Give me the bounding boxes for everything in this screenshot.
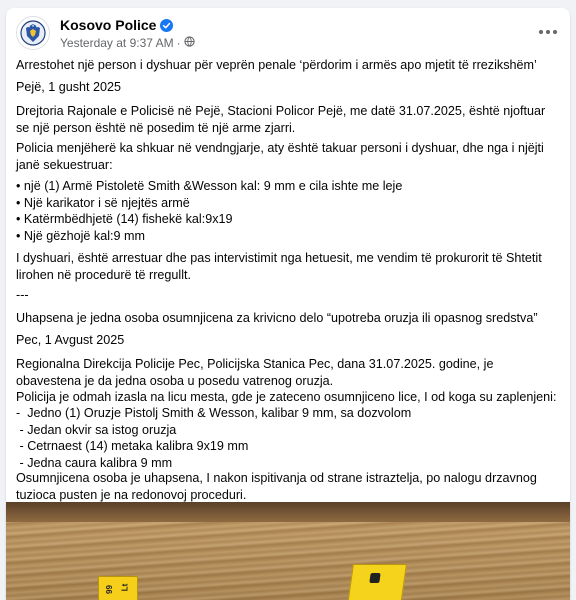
list-item: - Jedna caura kalibra 9 mm (16, 455, 173, 470)
evidence-marker (98, 576, 138, 600)
post-date-sq: Pejë, 1 gusht 2025 (16, 80, 122, 94)
post-action-sq: Policia menjëherë ka shkuar në vendngjarje, aty është takuar personi i dyshuar, dhe nga i njëjti janë sekuestruar: (16, 141, 544, 172)
post-intro-sq: Drejtoria Rajonale e Policisë në Pejë, Stacioni Policor Pejë, me datë 31.07.2025, është njoftuar se një person është në posedim të një arme zjarri. (16, 104, 546, 135)
list-item: - Jedno (1) Oruzje Pistolj Smith & Wesson, kalibar 9 mm, sa dozvolom (16, 406, 412, 420)
language-separator: --- (16, 288, 29, 302)
more-options-icon[interactable] (536, 20, 560, 44)
verified-badge-icon (160, 19, 173, 32)
kosovo-police-logo-icon (20, 20, 46, 46)
post-closing-sr: Osumnjicena osoba je uhapsena, I nakon ispitivanja od strane istraztelja, po nalogu drzavnog tuzioca pusten je na redonovoj proceduri. (16, 471, 537, 502)
list-item: • Një gëzhojë kal:9 mm (16, 228, 145, 243)
post-card (6, 8, 570, 600)
avatar[interactable] (16, 16, 50, 50)
evidence-marker-number: 99 (104, 585, 114, 594)
photo-shadow (6, 502, 570, 522)
post-intro-sr: Regionalna Direkcija Policije Pec, Policijska Stanica Pec, dana 31.07.2025. godine, je obavestena je da jedna osoba u posedu vatrenog oruzja. (16, 357, 494, 388)
list-item: • Katërmbëdhjetë (14) fishekë kal:9x19 (16, 212, 233, 226)
post-title-sr: Uhapsena je jedna osoba osumnjicena za krivicno delo “upotreba oruzja ili opasnog sredstva” (16, 311, 538, 325)
page-name-row (60, 17, 173, 33)
post-closing-sq: I dyshuari, është arrestuar dhe pas intervistimit nga hetuesit, me vendim të prokurorit të Shtetit lirohen në procedurë të rregullt. (16, 251, 542, 282)
post-date-sr: Pec, 1 Avgust 2025 (16, 333, 125, 347)
items-list-sq (16, 178, 562, 244)
page-name[interactable]: Kosovo Police (60, 17, 157, 33)
list-item: • Një karikator i së njejtës armë (16, 195, 190, 210)
list-item: - Cetrnaest (14) metaka kalibra 9x19 mm (16, 439, 249, 453)
meta-separator: · (176, 36, 181, 50)
list-item: • një (1) Armë Pistoletë Smith &Wesson kal: 9 mm e cila ishte me leje (16, 179, 403, 193)
post-meta (60, 36, 195, 50)
post-action-sr: Policija je odmah izasla na licu mesta, gde je zateceno osumnjiceno lice, I od koga su zaplenjeni: (16, 390, 557, 404)
post-title-sq: Arrestohet një person i dyshuar për veprën penale ‘përdorim i armës apo mjetit të rrezikshëm’ (16, 58, 537, 72)
list-item: - Jedan okvir sa istog oruzja (16, 422, 177, 437)
post-photo[interactable] (6, 502, 570, 600)
post-header (6, 8, 570, 56)
post-timestamp[interactable]: Yesterday at 9:37 AM (60, 36, 174, 50)
evidence-marker (347, 564, 407, 600)
items-list-sr (16, 405, 562, 471)
globe-icon[interactable] (184, 36, 195, 50)
evidence-marker-text: Lt (120, 583, 130, 592)
marker-symbol-icon (369, 573, 380, 583)
